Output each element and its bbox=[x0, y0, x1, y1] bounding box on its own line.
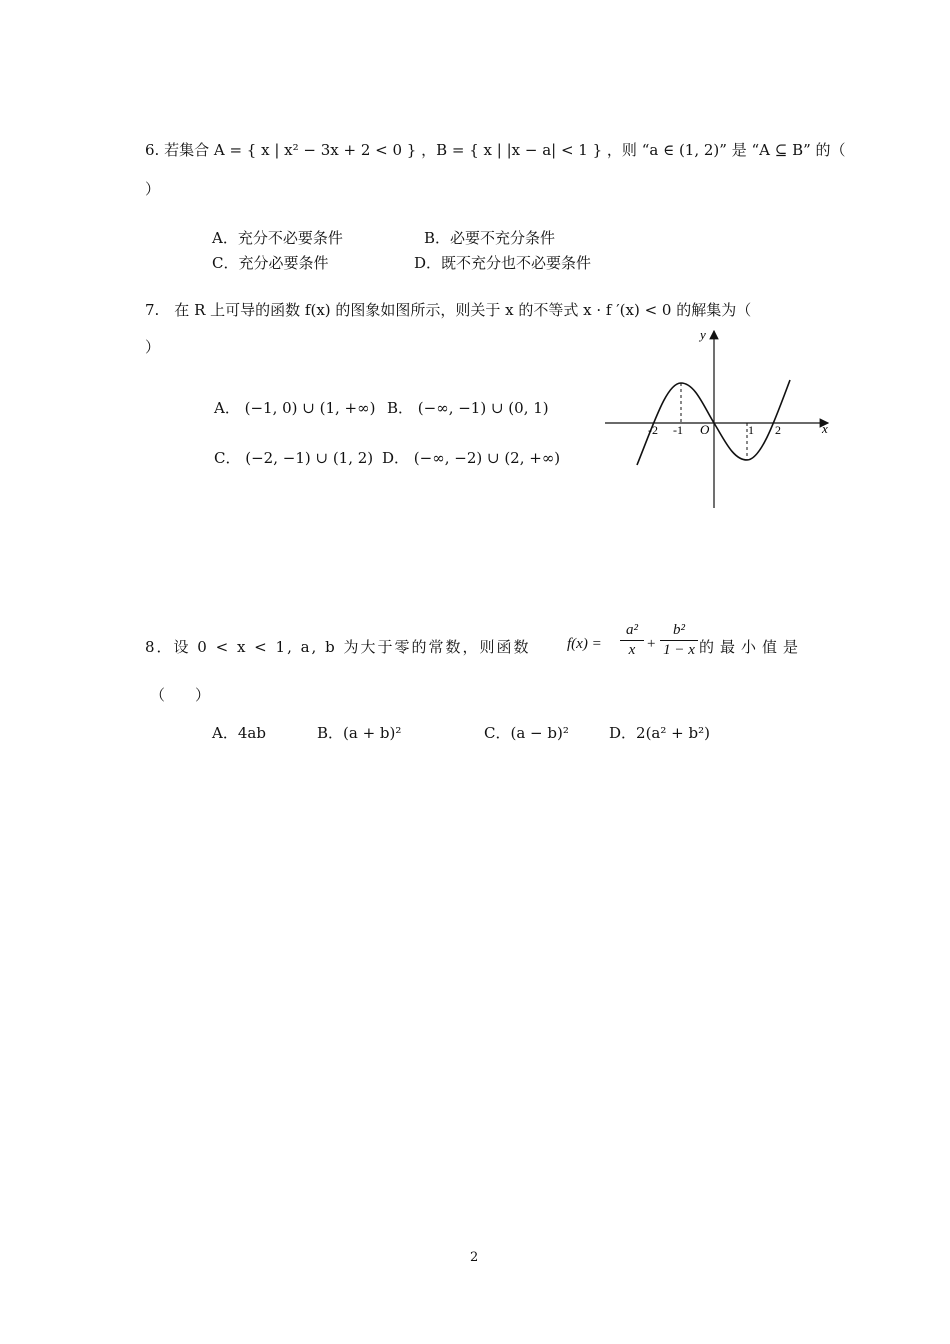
q8-option-d: D．2(a² + b²) bbox=[609, 724, 710, 742]
q8-option-c: C．(a − b)² bbox=[484, 724, 569, 742]
q8-stem-suffix: 的最小值是 bbox=[699, 638, 805, 656]
q7-option-b: B． (−∞, −1) ∪ (0, 1) bbox=[387, 399, 549, 417]
q8-option-b: B．(a + b)² bbox=[317, 724, 402, 742]
q8-frac2-den: 1 − x bbox=[663, 642, 695, 658]
q8-frac2-num: b² bbox=[660, 622, 698, 641]
tick-label-neg2: -2 bbox=[648, 423, 658, 437]
q8-f-label: f(x) = bbox=[567, 636, 602, 652]
origin-label: O bbox=[700, 422, 710, 437]
q8-fraction-2 bbox=[660, 622, 698, 659]
q6-option-b: B．必要不充分条件 bbox=[424, 229, 556, 247]
function-graph bbox=[600, 325, 840, 515]
q7-stem-close: ） bbox=[145, 338, 161, 356]
q8-stem-prefix: 8．设 0 < x < 1, a, b 为大于零的常数，则函数 bbox=[145, 638, 531, 656]
y-label: y bbox=[700, 327, 706, 342]
tick-label-neg1: -1 bbox=[673, 423, 683, 437]
q6-option-d: D．既不充分也不必要条件 bbox=[414, 254, 592, 272]
q8-plus: + bbox=[647, 636, 656, 652]
q6-stem-close: ） bbox=[145, 180, 161, 198]
q8-fraction-1 bbox=[620, 622, 644, 659]
tick-label-1: 1 bbox=[748, 423, 754, 437]
page-number: 2 bbox=[470, 1250, 479, 1265]
tick-label-2: 2 bbox=[775, 423, 781, 437]
q7-stem: 7. 在 R 上可导的函数 f(x) 的图象如图所示，则关于 x 的不等式 x · f ′(x) < 0 的解集为（ bbox=[145, 301, 752, 319]
q7-option-a: A． (−1, 0) ∪ (1, +∞) bbox=[214, 399, 376, 417]
q7-option-d: D． (−∞, −2) ∪ (2, +∞) bbox=[382, 449, 561, 467]
q8-option-a: A．4ab bbox=[212, 724, 266, 742]
q8-frac1-num: a² bbox=[620, 622, 644, 641]
x-label: x bbox=[822, 421, 828, 436]
q7-option-c: C． (−2, −1) ∪ (1, 2) bbox=[214, 449, 374, 467]
q8-paren: （ ） bbox=[150, 686, 211, 704]
q6-stem: 6. 若集合 A = { x | x² − 3x + 2 < 0 } ，B = { x | |x − a| < 1 } ，则 “a ∈ (1, 2)” 是 “A ⊆ B” 的（ bbox=[145, 141, 846, 159]
q6-option-a: A．充分不必要条件 bbox=[212, 229, 343, 247]
q6-option-c: C．充分必要条件 bbox=[212, 254, 329, 272]
q8-frac1-den: x bbox=[628, 642, 636, 658]
